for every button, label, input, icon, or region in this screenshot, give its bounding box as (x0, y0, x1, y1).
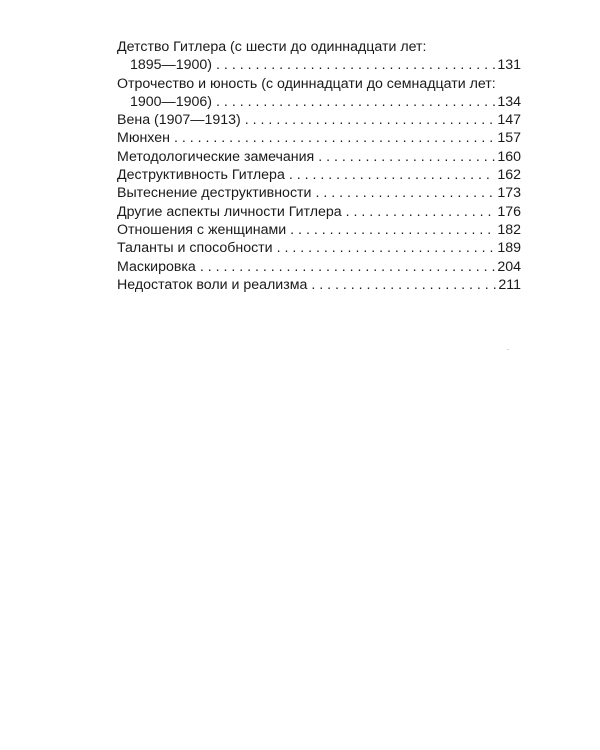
toc-entry-title-line1: Отрочество и юность (с одиннадцати до семнадцати лет: (117, 75, 496, 92)
table-of-contents (117, 38, 521, 294)
toc-page-number: 157 (497, 130, 521, 147)
toc-entry-line (117, 166, 521, 184)
toc-entry (117, 221, 521, 239)
dot-leader (318, 148, 495, 166)
toc-entry-title: Отношения с женщинами (117, 221, 287, 238)
toc-entry-line (117, 203, 521, 221)
toc-entry-last-line (117, 93, 521, 111)
toc-entry-title: Деструктивность Гитлера (117, 167, 285, 184)
toc-entry (117, 258, 521, 276)
toc-entry-title: 1900—1906) (130, 93, 213, 110)
toc-entry (117, 75, 521, 112)
toc-entry-line (117, 184, 521, 202)
toc-entry-line (117, 239, 521, 257)
toc-entry-title: Вена (1907—1913) (117, 112, 241, 129)
toc-entry-line (117, 129, 521, 147)
dot-leader (315, 184, 495, 202)
toc-page-number: 134 (497, 93, 521, 110)
toc-entry-title: Методологические замечания (117, 148, 315, 165)
toc-entry-title: Маскировка (117, 258, 196, 275)
toc-entry (117, 38, 521, 75)
toc-page-number: 204 (497, 258, 521, 275)
dot-leader (290, 221, 495, 239)
toc-entry-title: Мюнхен (117, 130, 170, 147)
toc-page-number: 131 (497, 57, 521, 74)
toc-entry-title: Таланты и способности (117, 240, 273, 257)
toc-entry-title-line1: Детство Гитлера (с шести до одиннадцати лет: (117, 39, 427, 55)
toc-entry-title: Другие аспекты личности Гитлера (117, 203, 342, 220)
dot-leader (277, 239, 496, 257)
toc-entry (117, 166, 521, 184)
toc-entry-line (117, 221, 521, 239)
toc-page-number: 189 (497, 240, 521, 257)
dot-leader (200, 258, 496, 276)
toc-page-number: 162 (497, 167, 521, 184)
toc-entry (117, 276, 521, 294)
toc-entry-line (117, 276, 521, 294)
dot-leader (174, 129, 495, 147)
toc-entry-title: 1895—1900) (130, 57, 213, 74)
toc-entry (117, 129, 521, 147)
toc-page-number: 160 (497, 148, 521, 165)
toc-entry-line (117, 258, 521, 276)
dot-leader (346, 203, 496, 221)
toc-page-number: 182 (497, 221, 521, 238)
toc-page-number: 176 (497, 203, 521, 220)
toc-entry-first-line (117, 75, 521, 93)
dot-leader (289, 166, 495, 184)
toc-entry-first-line (117, 38, 521, 56)
toc-entry (117, 148, 521, 166)
dot-leader (245, 111, 496, 129)
toc-entry-line (117, 148, 521, 166)
toc-entry (117, 203, 521, 221)
dot-leader (216, 93, 495, 111)
toc-entry-last-line (117, 56, 521, 74)
toc-entry (117, 239, 521, 257)
toc-page-number: 211 (498, 276, 521, 293)
dot-leader (216, 56, 495, 74)
toc-page-number: 147 (497, 112, 521, 129)
toc-entry-title: Недостаток воли и реализма (117, 276, 308, 293)
toc-entry-line (117, 111, 521, 129)
toc-entry-title: Вытеснение деструктивности (117, 185, 312, 202)
toc-entry (117, 111, 521, 129)
toc-entry (117, 184, 521, 202)
scan-speck (507, 349, 509, 350)
toc-page-number: 173 (497, 185, 521, 202)
dot-leader (311, 276, 496, 294)
